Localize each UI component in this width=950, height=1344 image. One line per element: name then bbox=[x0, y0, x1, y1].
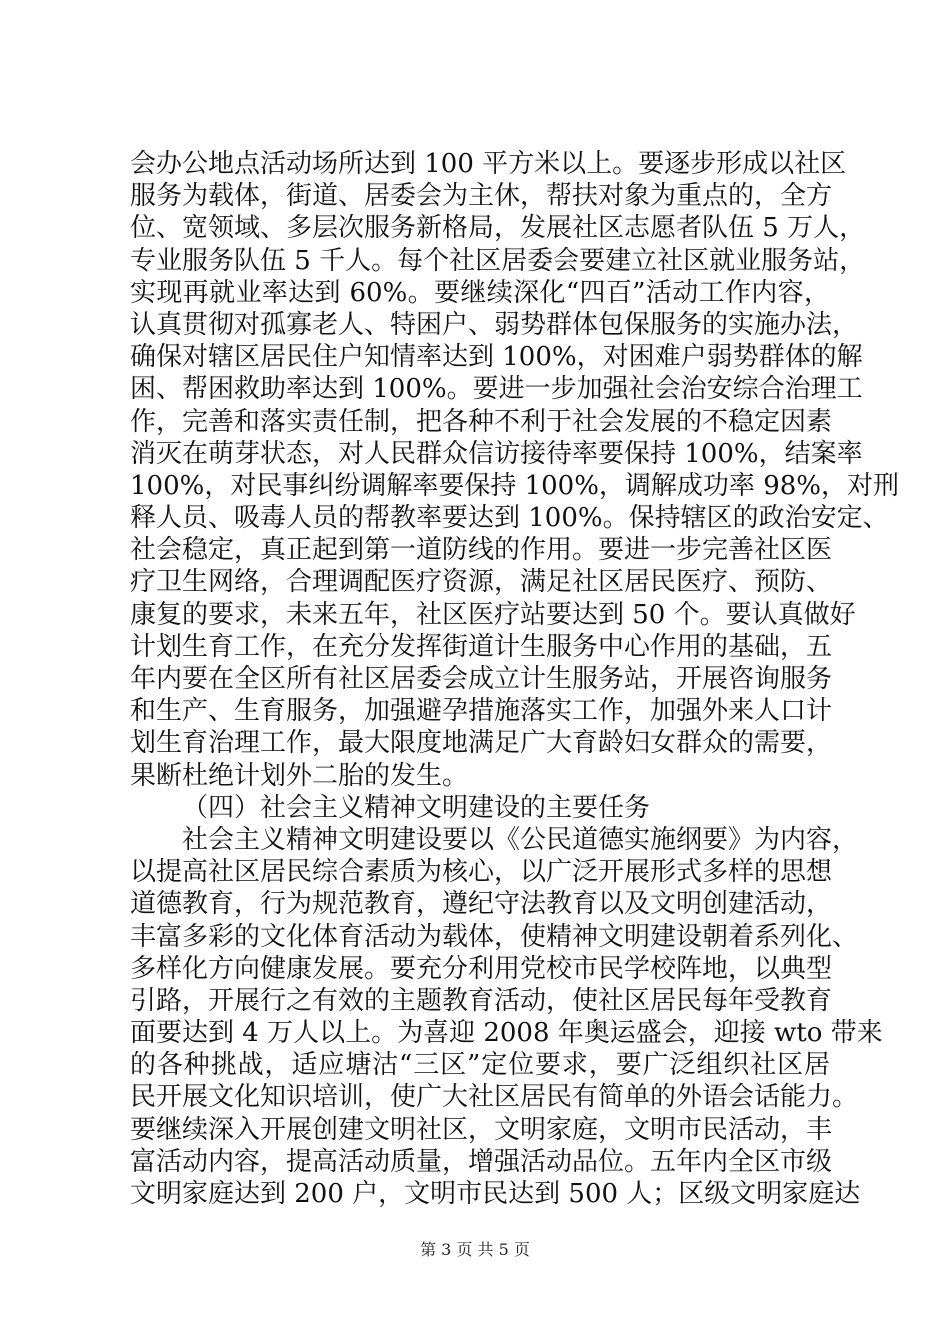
text-line: 和生产、生育服务，加强避孕措施落实工作，加强外来人口计 bbox=[130, 696, 833, 727]
text-line: 引路，开展行之有效的主题教育活动，使社区居民每年受教育 bbox=[130, 985, 833, 1016]
text-line: 果断杜绝计划外二胎的发生。 bbox=[130, 760, 469, 791]
text-line: 的各种挑战，适应塘沽“三区”定位要求，要广泛组织社区居 bbox=[130, 1050, 830, 1081]
text-line: 多样化方向健康发展。要充分利用党校市民学校阵地，以典型 bbox=[130, 953, 833, 984]
body-text bbox=[130, 148, 899, 1210]
text-line: 以提高社区居民综合素质为核心，以广泛开展形式多样的思想 bbox=[130, 857, 833, 888]
text-line: 面要达到 4 万人以上。为喜迎 2008 年奥运盛会，迎接 wto 带来 bbox=[130, 1018, 883, 1049]
text-line: 会办公地点活动场所达到 100 平方米以上。要逐步形成以社区 bbox=[130, 149, 847, 179]
text-line: 丰富多彩的文化体育活动为载体，使精神文明建设朝着系列化、 bbox=[130, 921, 859, 952]
page-footer: 第 3 页 共 5 页 bbox=[420, 1240, 530, 1259]
section-heading: （四）社会主义精神文明建设的主要任务 bbox=[182, 792, 651, 823]
text-line: 年内要在全区所有社区居委会成立计生服务站，开展咨询服务 bbox=[130, 664, 833, 694]
text-line: 要继续深入开展创建文明社区，文明家庭，文明市民活动，丰 bbox=[130, 1114, 833, 1145]
text-line: 服务为载体，街道、居委会为主休，帮扶对象为重点的，全方 bbox=[130, 181, 833, 212]
text-line: 文明家庭达到 200 户，文明市民达到 500 人；区级文明家庭达 bbox=[130, 1179, 861, 1209]
text-line: 认真贯彻对孤寡老人、特困户、弱势群体包保服务的实施办法， bbox=[130, 309, 859, 340]
text-line: 计划生育工作，在充分发挥街道计生服务中心作用的基础，五 bbox=[130, 631, 833, 662]
text-line: 消灭在萌芽状态，对人民群众信访接待率要保持 100%，结案率 bbox=[130, 438, 863, 469]
text-line: 实现再就业率达到 60%。要继续深化“四百”活动工作内容， bbox=[130, 277, 830, 308]
text-line: 作，完善和落实责任制，把各种不利于社会发展的不稳定因素 bbox=[130, 406, 833, 437]
text-line: 疗卫生网络，合理调配医疗资源，满足社区居民医疗、预防、 bbox=[130, 567, 833, 598]
text-line: 富活动内容，提高活动质量，增强活动品位。五年内全区市级 bbox=[130, 1146, 833, 1177]
text-line: 100%，对民事纠纷调解率要保持 100%，调解成功率 98%，对刑 bbox=[130, 470, 899, 501]
text-line: 困、帮困救助率达到 100%。要进一步加强社会治安综合治理工 bbox=[130, 374, 863, 405]
text-line: 康复的要求，未来五年，社区医疗站要达到 50 个。要认真做好 bbox=[130, 599, 856, 630]
text-line: 道德教育，行为规范教育，遵纪守法教育以及文明创建活动， bbox=[130, 889, 833, 920]
text-line: 社会主义精神文明建设要以《公民道德实施纲要》为内容， bbox=[182, 824, 859, 855]
text-line: 释人员、吸毒人员的帮教率要达到 100%。保持辖区的政治安定、 bbox=[130, 503, 889, 534]
text-line: 位、宽领域、多层次服务新格局，发展社区志愿者队伍 5 万人， bbox=[130, 213, 866, 244]
text-line: 专业服务队伍 5 千人。每个社区居委会要建立社区就业服务站， bbox=[130, 245, 866, 276]
text-line: 社会稳定，真正起到第一道防线的作用。要进一步完善社区医 bbox=[130, 535, 833, 566]
text-line: 划生育治理工作，最大限度地满足广大育龄妇女群众的需要， bbox=[130, 728, 833, 759]
text-line: 民开展文化知识培训，使广大社区居民有简单的外语会话能力。 bbox=[130, 1082, 859, 1113]
text-line: 确保对辖区居民住户知情率达到 100%，对困难户弱势群体的解 bbox=[130, 342, 863, 373]
